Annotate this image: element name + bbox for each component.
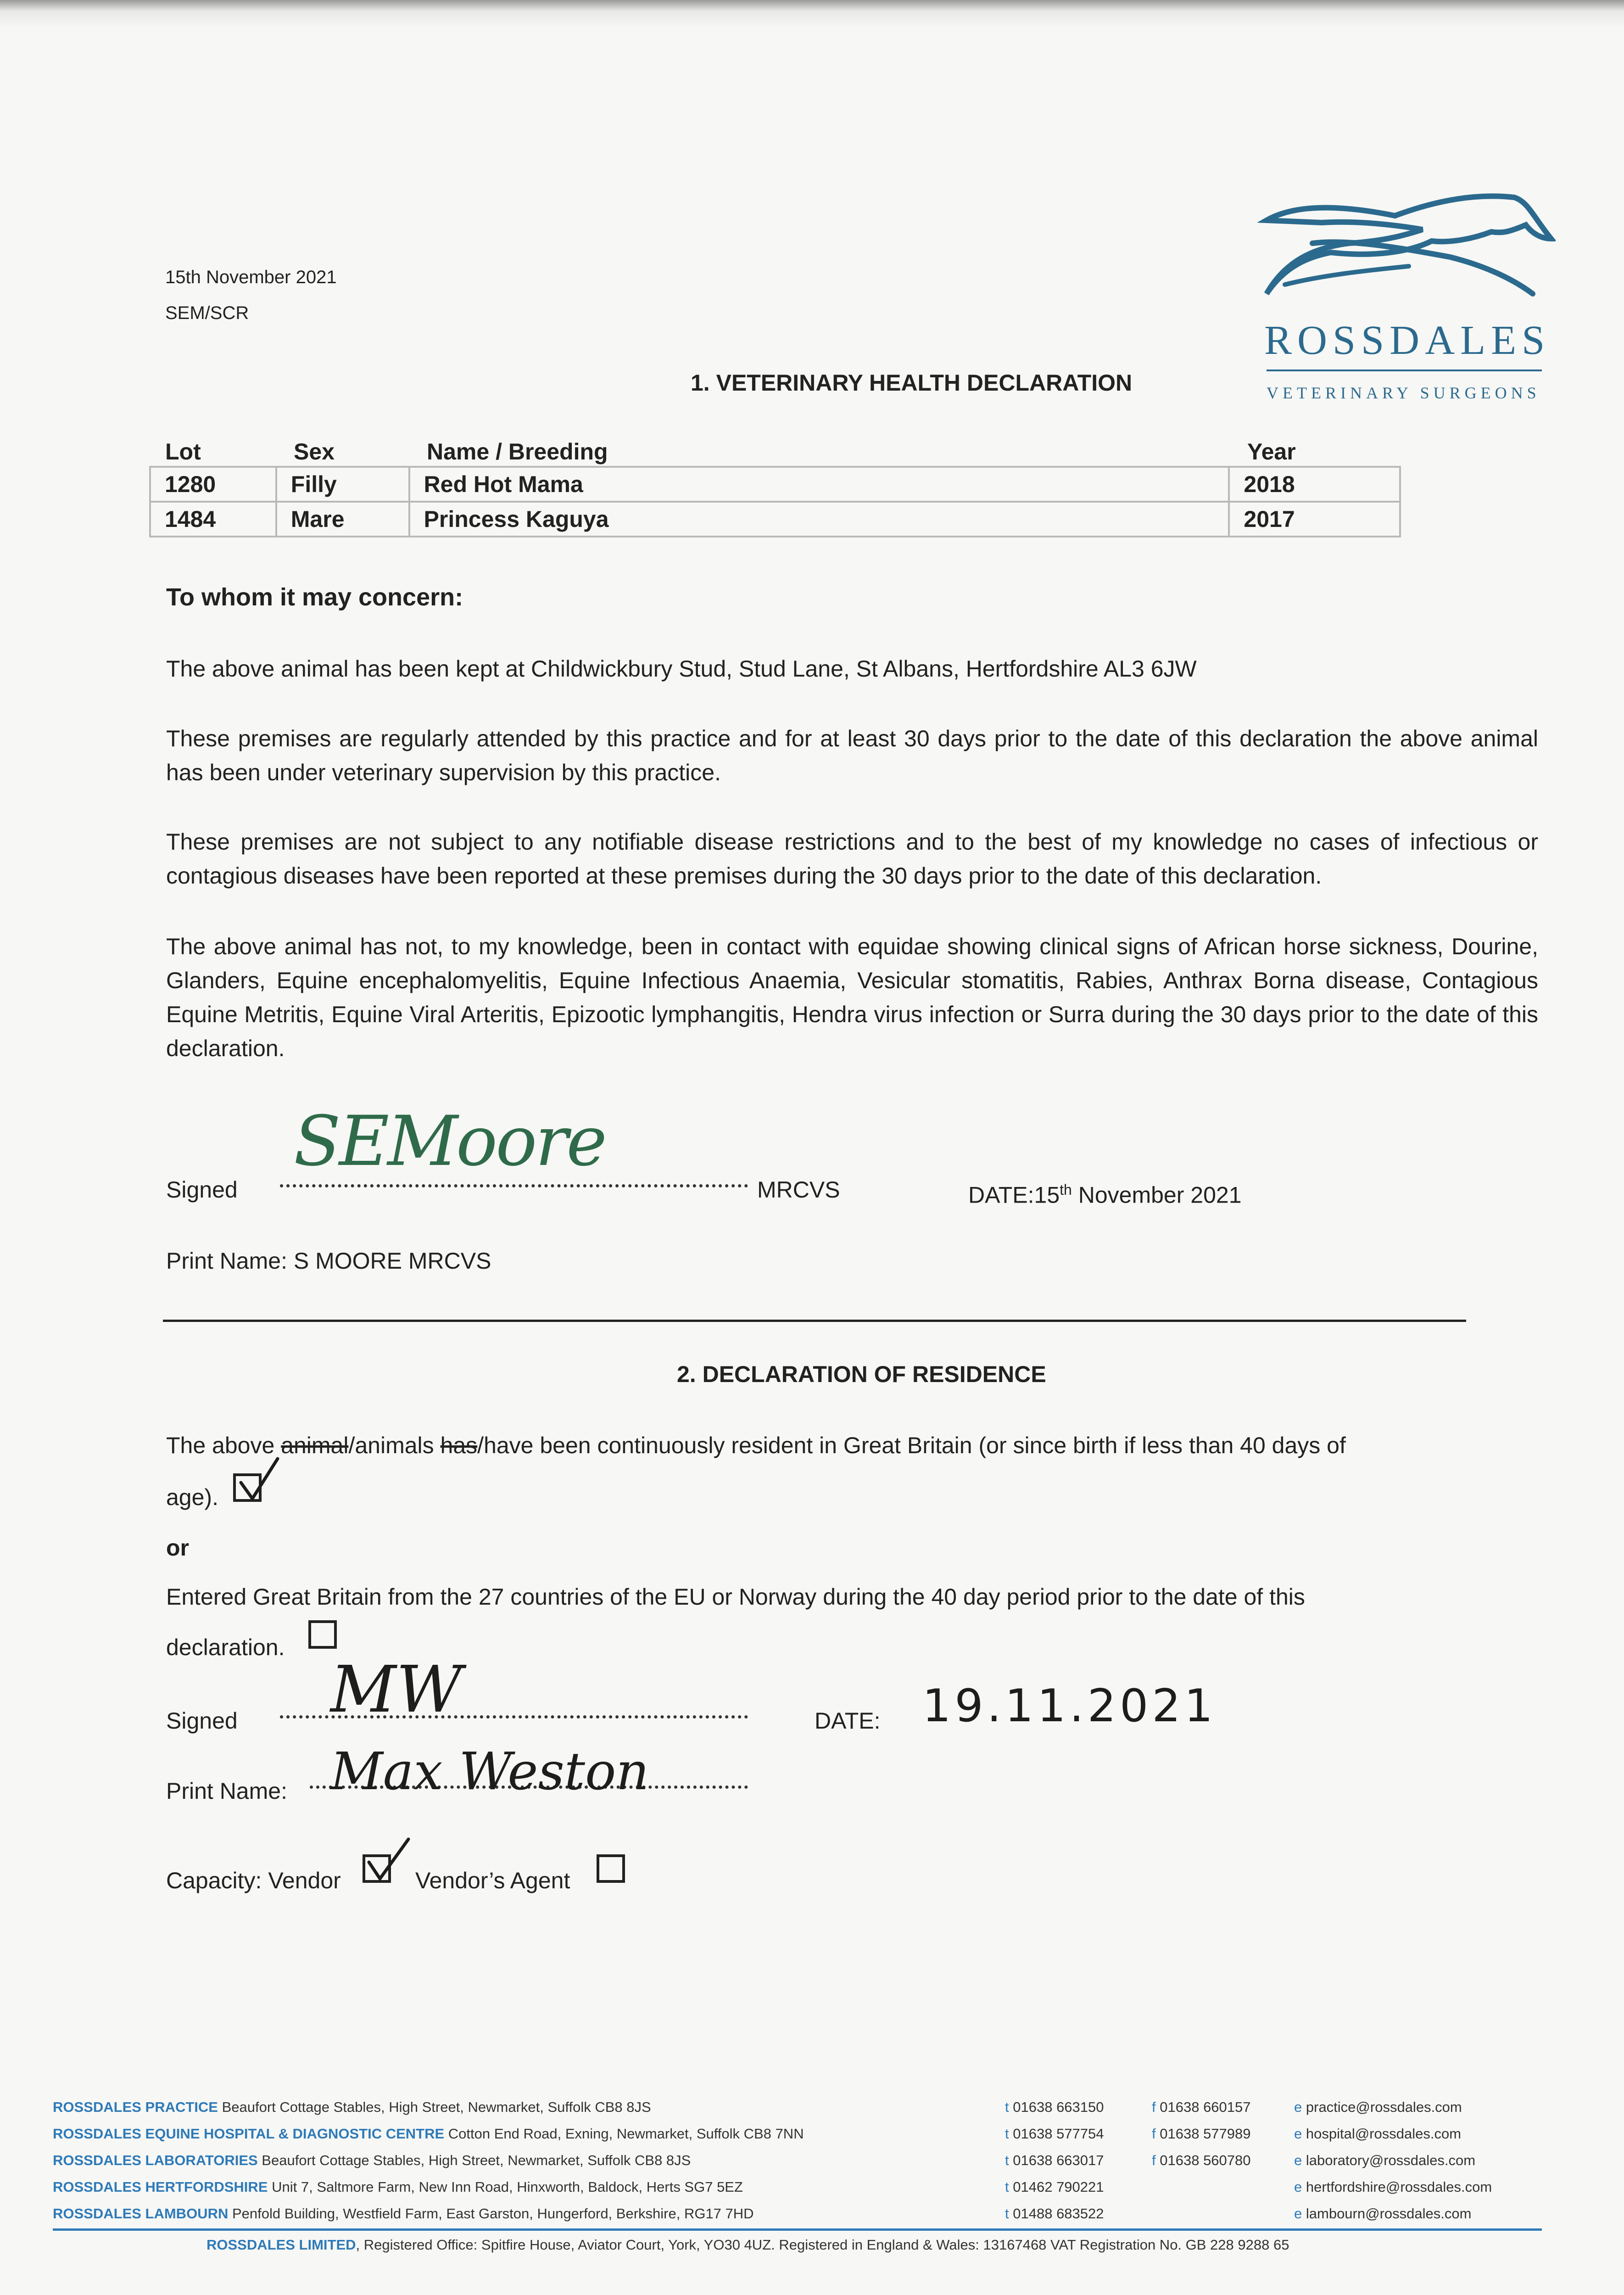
footer-faxes: f 01638 660157 f 01638 577989 f 01638 560780 bbox=[1152, 2099, 1251, 2168]
eu-line-end: declaration. bbox=[166, 1634, 285, 1660]
paragraph-4: The above animal has not, to my knowledge, been in contact with equidae showing clinical signs of African horse sickness, Dourine, Glanders, Equine encephalomyelitis, Equine Infectious Anaemia, Vesicular stomatitis, Rabies, Anthrax Borna disease, Contagious Equine Metritis, Equine Viral Arteritis, Epizootic lymphangitis, Hendra virus infection or Surra during the 30 days prior to the date of this declaration. bbox=[166, 934, 1538, 1061]
email-link[interactable]: laboratory@rossdales.com bbox=[1306, 2152, 1476, 2168]
paragraph-2: These premises are regularly attended by this practice and for at least 30 days prior to the date of this declaration the above animal has been under veterinary supervision by this practice. bbox=[166, 726, 1538, 785]
logo-subtitle: VETERINARY SURGEONS bbox=[1267, 384, 1540, 402]
print-name-handwritten: Max Weston bbox=[330, 1742, 649, 1802]
footer-rule bbox=[53, 2228, 1542, 2231]
horse-logo-icon bbox=[1257, 188, 1556, 326]
scan-edge bbox=[0, 0, 1624, 28]
signature-line-1 bbox=[280, 1184, 748, 1187]
footer-emails: e practice@rossdales.com e hospital@rossdales.com e laboratory@rossdales.com e hertfordshire@rossdales.com e lambourn@rossdales.com bbox=[1294, 2099, 1492, 2222]
footer-registration: ROSSDALES LIMITED, Registered Office: Spitfire House, Aviator Court, York, YO30 4UZ. Registered in England & Wales: 13167468 VAT Registration No. GB 228 9288 65 bbox=[206, 2237, 1289, 2253]
email-link[interactable]: hertfordshire@rossdales.com bbox=[1306, 2179, 1492, 2195]
email-link[interactable]: lambourn@rossdales.com bbox=[1306, 2205, 1472, 2222]
section-divider bbox=[163, 1320, 1466, 1322]
section1-title: 1. VETERINARY HEALTH DECLARATION bbox=[691, 370, 1133, 396]
logo-rule bbox=[1267, 369, 1542, 371]
paragraph-3: These premises are not subject to any notifiable disease restrictions and to the best of my knowledge no cases of infectious or contagious diseases have been reported at these premises during the 30 days prior to the date of this declaration. bbox=[166, 829, 1538, 889]
signed-label-1: Signed bbox=[166, 1177, 238, 1203]
residence-line-end: age). bbox=[166, 1484, 218, 1510]
date-handwritten: 19.11.2021 bbox=[922, 1680, 1217, 1732]
signature-moore: SEMoore bbox=[294, 1102, 605, 1181]
check-mark-icon bbox=[363, 1834, 413, 1884]
signed-label-2: Signed bbox=[166, 1708, 238, 1734]
email-link[interactable]: hospital@rossdales.com bbox=[1306, 2126, 1462, 2142]
salutation: To whom it may concern: bbox=[166, 583, 463, 611]
vendors-agent-label: Vendor’s Agent bbox=[415, 1868, 570, 1893]
footer-phones: t 01638 663150 t 01638 577754 t 01638 663017 t 01462 790221 t 01488 683522 bbox=[1005, 2099, 1104, 2222]
email-link[interactable]: practice@rossdales.com bbox=[1306, 2099, 1462, 2115]
check-mark-icon bbox=[232, 1455, 282, 1506]
eu-line: Entered Great Britain from the 27 countries of the EU or Norway during the 40 day period prior to the date of this bbox=[166, 1584, 1305, 1610]
agent-checkbox[interactable] bbox=[597, 1854, 625, 1883]
section2-title: 2. DECLARATION OF RESIDENCE bbox=[677, 1361, 1046, 1387]
col-year: Year bbox=[1247, 439, 1296, 465]
col-name: Name / Breeding bbox=[427, 439, 608, 465]
cell-sex: Mare bbox=[276, 502, 409, 537]
footer-row: ROSSDALES PRACTICE Beaufort Cottage Stables, High Street, Newmarket, Suffolk CB8 8JS bbox=[53, 2099, 651, 2115]
paragraph-1: The above animal has been kept at Childwickbury Stud, Stud Lane, St Albans, Hertfordshire AL3 6JW bbox=[166, 656, 1197, 682]
logo-name: ROSSDALES bbox=[1264, 318, 1551, 363]
footer-addresses bbox=[53, 2094, 1016, 2227]
col-sex: Sex bbox=[294, 439, 335, 465]
capacity-vendor-label: Capacity: Vendor bbox=[166, 1868, 341, 1893]
mrcvs-suffix: MRCVS bbox=[757, 1177, 840, 1203]
residence-line: The above animal/animals has/have been continuously resident in Great Britain (or since birth if less than 40 days of bbox=[166, 1433, 1346, 1458]
cell-lot: 1484 bbox=[150, 502, 276, 537]
footer-row: ROSSDALES LAMBOURN Penfold Building, Westfield Farm, East Garston, Hungerford, Berkshire, RG17 7HD bbox=[53, 2205, 754, 2222]
or-label: or bbox=[166, 1535, 189, 1561]
eu-checkbox[interactable] bbox=[308, 1620, 337, 1649]
cell-year: 2017 bbox=[1229, 502, 1400, 537]
footer-row: ROSSDALES EQUINE HOSPITAL & DIAGNOSTIC CENTRE Cotton End Road, Exning, Newmarket, Suffolk CB8 7NN bbox=[53, 2126, 804, 2142]
cell-name: Princess Kaguya bbox=[409, 502, 1229, 537]
col-lot: Lot bbox=[165, 439, 201, 465]
letter-ref: SEM/SCR bbox=[165, 303, 249, 323]
table-row bbox=[150, 467, 1400, 502]
cell-year: 2018 bbox=[1229, 467, 1400, 502]
table-row bbox=[150, 502, 1400, 537]
print-name-1: Print Name: S MOORE MRCVS bbox=[166, 1248, 491, 1274]
footer-row: ROSSDALES LABORATORIES Beaufort Cottage Stables, High Street, Newmarket, Suffolk CB8 8JS bbox=[53, 2152, 691, 2168]
cell-lot: 1280 bbox=[150, 467, 276, 502]
signature-weston: MW bbox=[330, 1652, 463, 1727]
lots-table bbox=[149, 466, 1401, 537]
footer-row: ROSSDALES HERTFORDSHIRE Unit 7, Saltmore Farm, New Inn Road, Hinxworth, Baldock, Herts SG7 5EZ bbox=[53, 2179, 743, 2195]
cell-name: Red Hot Mama bbox=[409, 467, 1229, 502]
date-label-2: DATE: bbox=[815, 1708, 881, 1734]
cell-sex: Filly bbox=[276, 467, 409, 502]
letter-date: 15th November 2021 bbox=[165, 267, 337, 287]
print-name-label-2: Print Name: bbox=[166, 1778, 287, 1804]
date-1: DATE:15th November 2021 bbox=[968, 1181, 1242, 1208]
